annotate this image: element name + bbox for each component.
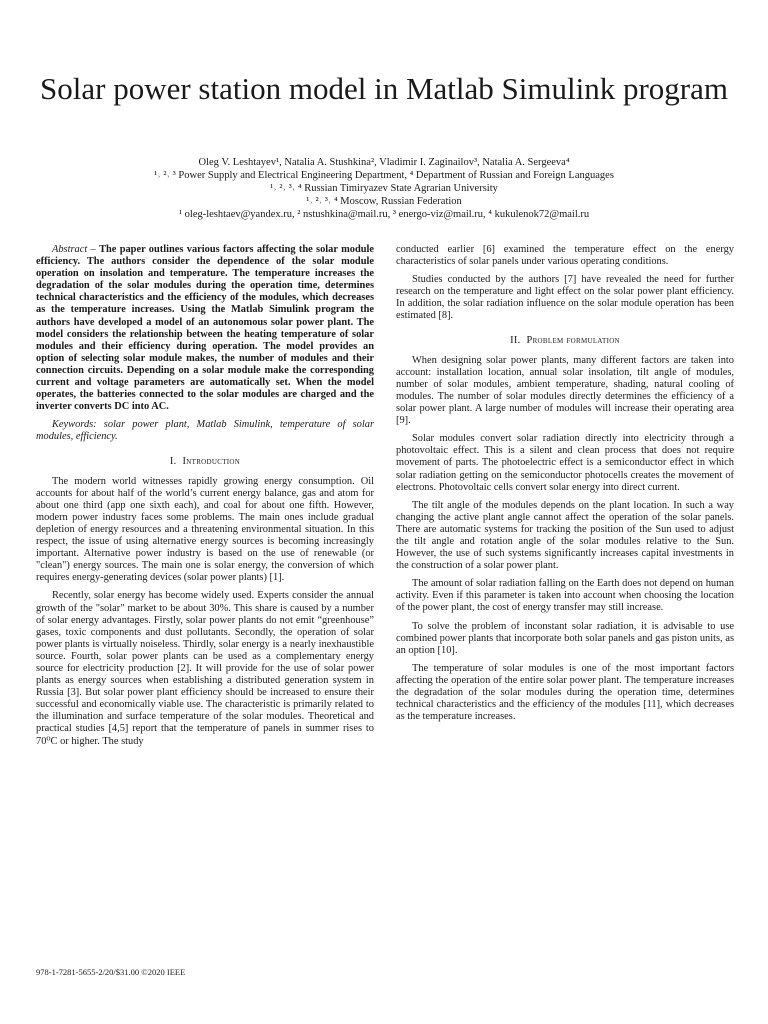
- abstract: [36, 244, 374, 413]
- paragraph: The amount of solar radiation falling on the Earth does not depend on human activity. Even if this parameter is taken into account when choosing the location of the power plant, the cost of energy transfer may still increase.: [396, 578, 734, 614]
- paper-title: Solar power station model in Matlab Simulink program: [40, 71, 728, 106]
- paragraph: The temperature of solar modules is one of the most important factors affecting the operation of the entire solar power plant. The temperature increases the degradation of the solar modules during the operation time, determines technical characteristics and the efficiency of the modules [11], which decreases as the temperature increases.: [396, 662, 734, 723]
- author-department: ¹˒ ²˒ ³ Power Supply and Electrical Engineering Department, ⁴ Department of Russian and Foreign Languages: [154, 170, 614, 181]
- paragraph: Studies conducted by the authors [7] have revealed the need for further research on the temperature and light effect on the solar power plant efficiency. In addition, the solar radiation influence on the solar module operation has been estimated [8].: [396, 274, 734, 322]
- section-title: Problem formulation: [526, 334, 620, 346]
- left-column: [36, 244, 374, 754]
- keywords: Keywords: solar power plant, Matlab Simulink, temperature of solar modules, efficiency.: [36, 419, 374, 443]
- abstract-label: Abstract –: [52, 244, 96, 255]
- author-block: [40, 156, 728, 221]
- abstract-text: The paper outlines various factors affecting the solar module efficiency. The authors consider the dependence of the solar module operation on insolation and temperature. The temperature increases the degradation of the solar modules during the operation time, determines technical characteristics and the efficiency of the modules, which decreases as the temperature increases. Using the Matlab Simulink program the authors have developed a model of an autonomous solar power plant. The model considers the relationship between the heating temperature of solar modules and their efficiency during operation. The model provides an option of selecting solar module makes, the number of modules and their connection circuits. Depending on a solar module make the corresponding current and voltage parameters are automatically set. When the model operates, the batteries connected to the solar modules are charged and the inverter converts DC into AC.: [36, 244, 374, 413]
- paragraph: To solve the problem of inconstant solar radiation, it is advisable to use combined power plants that incorporate both solar panels and gas piston units, as an option [10].: [396, 620, 734, 656]
- section-number: I.: [169, 455, 177, 467]
- author-names: Oleg V. Leshtayev¹, Natalia A. Stushkina², Vladimir I. Zaginailov³, Natalia A. Sergeeva⁴: [198, 157, 570, 168]
- right-column: [396, 244, 734, 729]
- paragraph: The tilt angle of the modules depends on the plant location. In such a way changing the active plant angle cannot affect the operation of the solar panels. There are automatic systems for tracking the position of the Sun used to adjust the tilt angle and rotation angle of the solar modules relative to the Sun. However, the use of such systems significantly increases capital investments in the construction of a solar power plant.: [396, 499, 734, 572]
- paragraph: conducted earlier [6] examined the temperature effect on the energy characteristics of solar panels under various operating conditions.: [396, 244, 734, 268]
- section-heading-problem-formulation: [396, 335, 734, 347]
- paragraph: Recently, solar energy has become widely used. Experts consider the annual growth of the "solar" market to be about 30%. This share is caused by a number of solar energy advantages. Firstly, solar power plants do not emit “greenhouse” gases, toxic components and dust pollutants. Secondly, the operation of solar power plants is virtually noiseless. Thirdly, solar energy is a nearly inexhaustible source. Fourth, solar power plants can be used as a complementary energy source for electricity production [2]. It will provide for the use of solar power plants as energy sources when establishing a distributed generation system in Russia [3]. But solar power plant efficiency should be increased to ensure their successful and economically viable use. The characteristic is primarily related to the illumination and surface temperature of the solar modules. Theoretical and practical studies [4,5] report that the temperature of panels in summer rises to 70⁰C or higher. The study: [36, 590, 374, 747]
- paragraph: When designing solar power plants, many different factors are taken into account: installation location, annual solar insolation, tilt angle of modules, number of solar modules, ambient temperature, shading, natural cooling of modules. The number of solar modules directly determines the efficiency of a solar power plant. A large number of modules will increase their operating area [9].: [396, 354, 734, 427]
- paragraph: Solar modules convert solar radiation directly into electricity through a photovoltaic effect. This is a silent and clean process that does not require movement of parts. The photoelectric effect is a semiconductor effect in which solar radiation getting on the semiconductor photocells creates the movement of electrons. Photovoltaic cells convert solar energy into direct current.: [396, 433, 734, 493]
- author-city: ¹˒ ²˒ ³˒ ⁴ Moscow, Russian Federation: [306, 196, 462, 207]
- paragraph: The modern world witnesses rapidly growing energy consumption. Oil accounts for about half of the world’s current energy balance, gas and atom for about one third (app one sixth each), and coal for about one fifth. However, modern power industry faces some problems. The main ones include gradual depletion of energy resources and a threatening environmental situation. In this respect, the issue of using alternative energy sources is becoming increasingly important. Alternative power industry is based on the use of renewable (or "clean") energy sources. The main one is solar energy, the conversion of which requires energy-generating devices (solar power plants) [1].: [36, 475, 374, 584]
- section-title: Introduction: [182, 455, 241, 467]
- author-emails: ¹ oleg-leshtaev@yandex.ru, ² nstushkina@mail.ru, ³ energo-viz@mail.ru, ⁴ kukulenok72@mail.ru: [178, 209, 590, 220]
- section-heading-introduction: [36, 456, 374, 468]
- section-number: II.: [510, 334, 521, 346]
- author-university: ¹˒ ²˒ ³˒ ⁴ Russian Timiryazev State Agrarian University: [270, 183, 498, 194]
- copyright-footer: 978-1-7281-5655-2/20/$31.00 ©2020 IEEE: [36, 967, 186, 977]
